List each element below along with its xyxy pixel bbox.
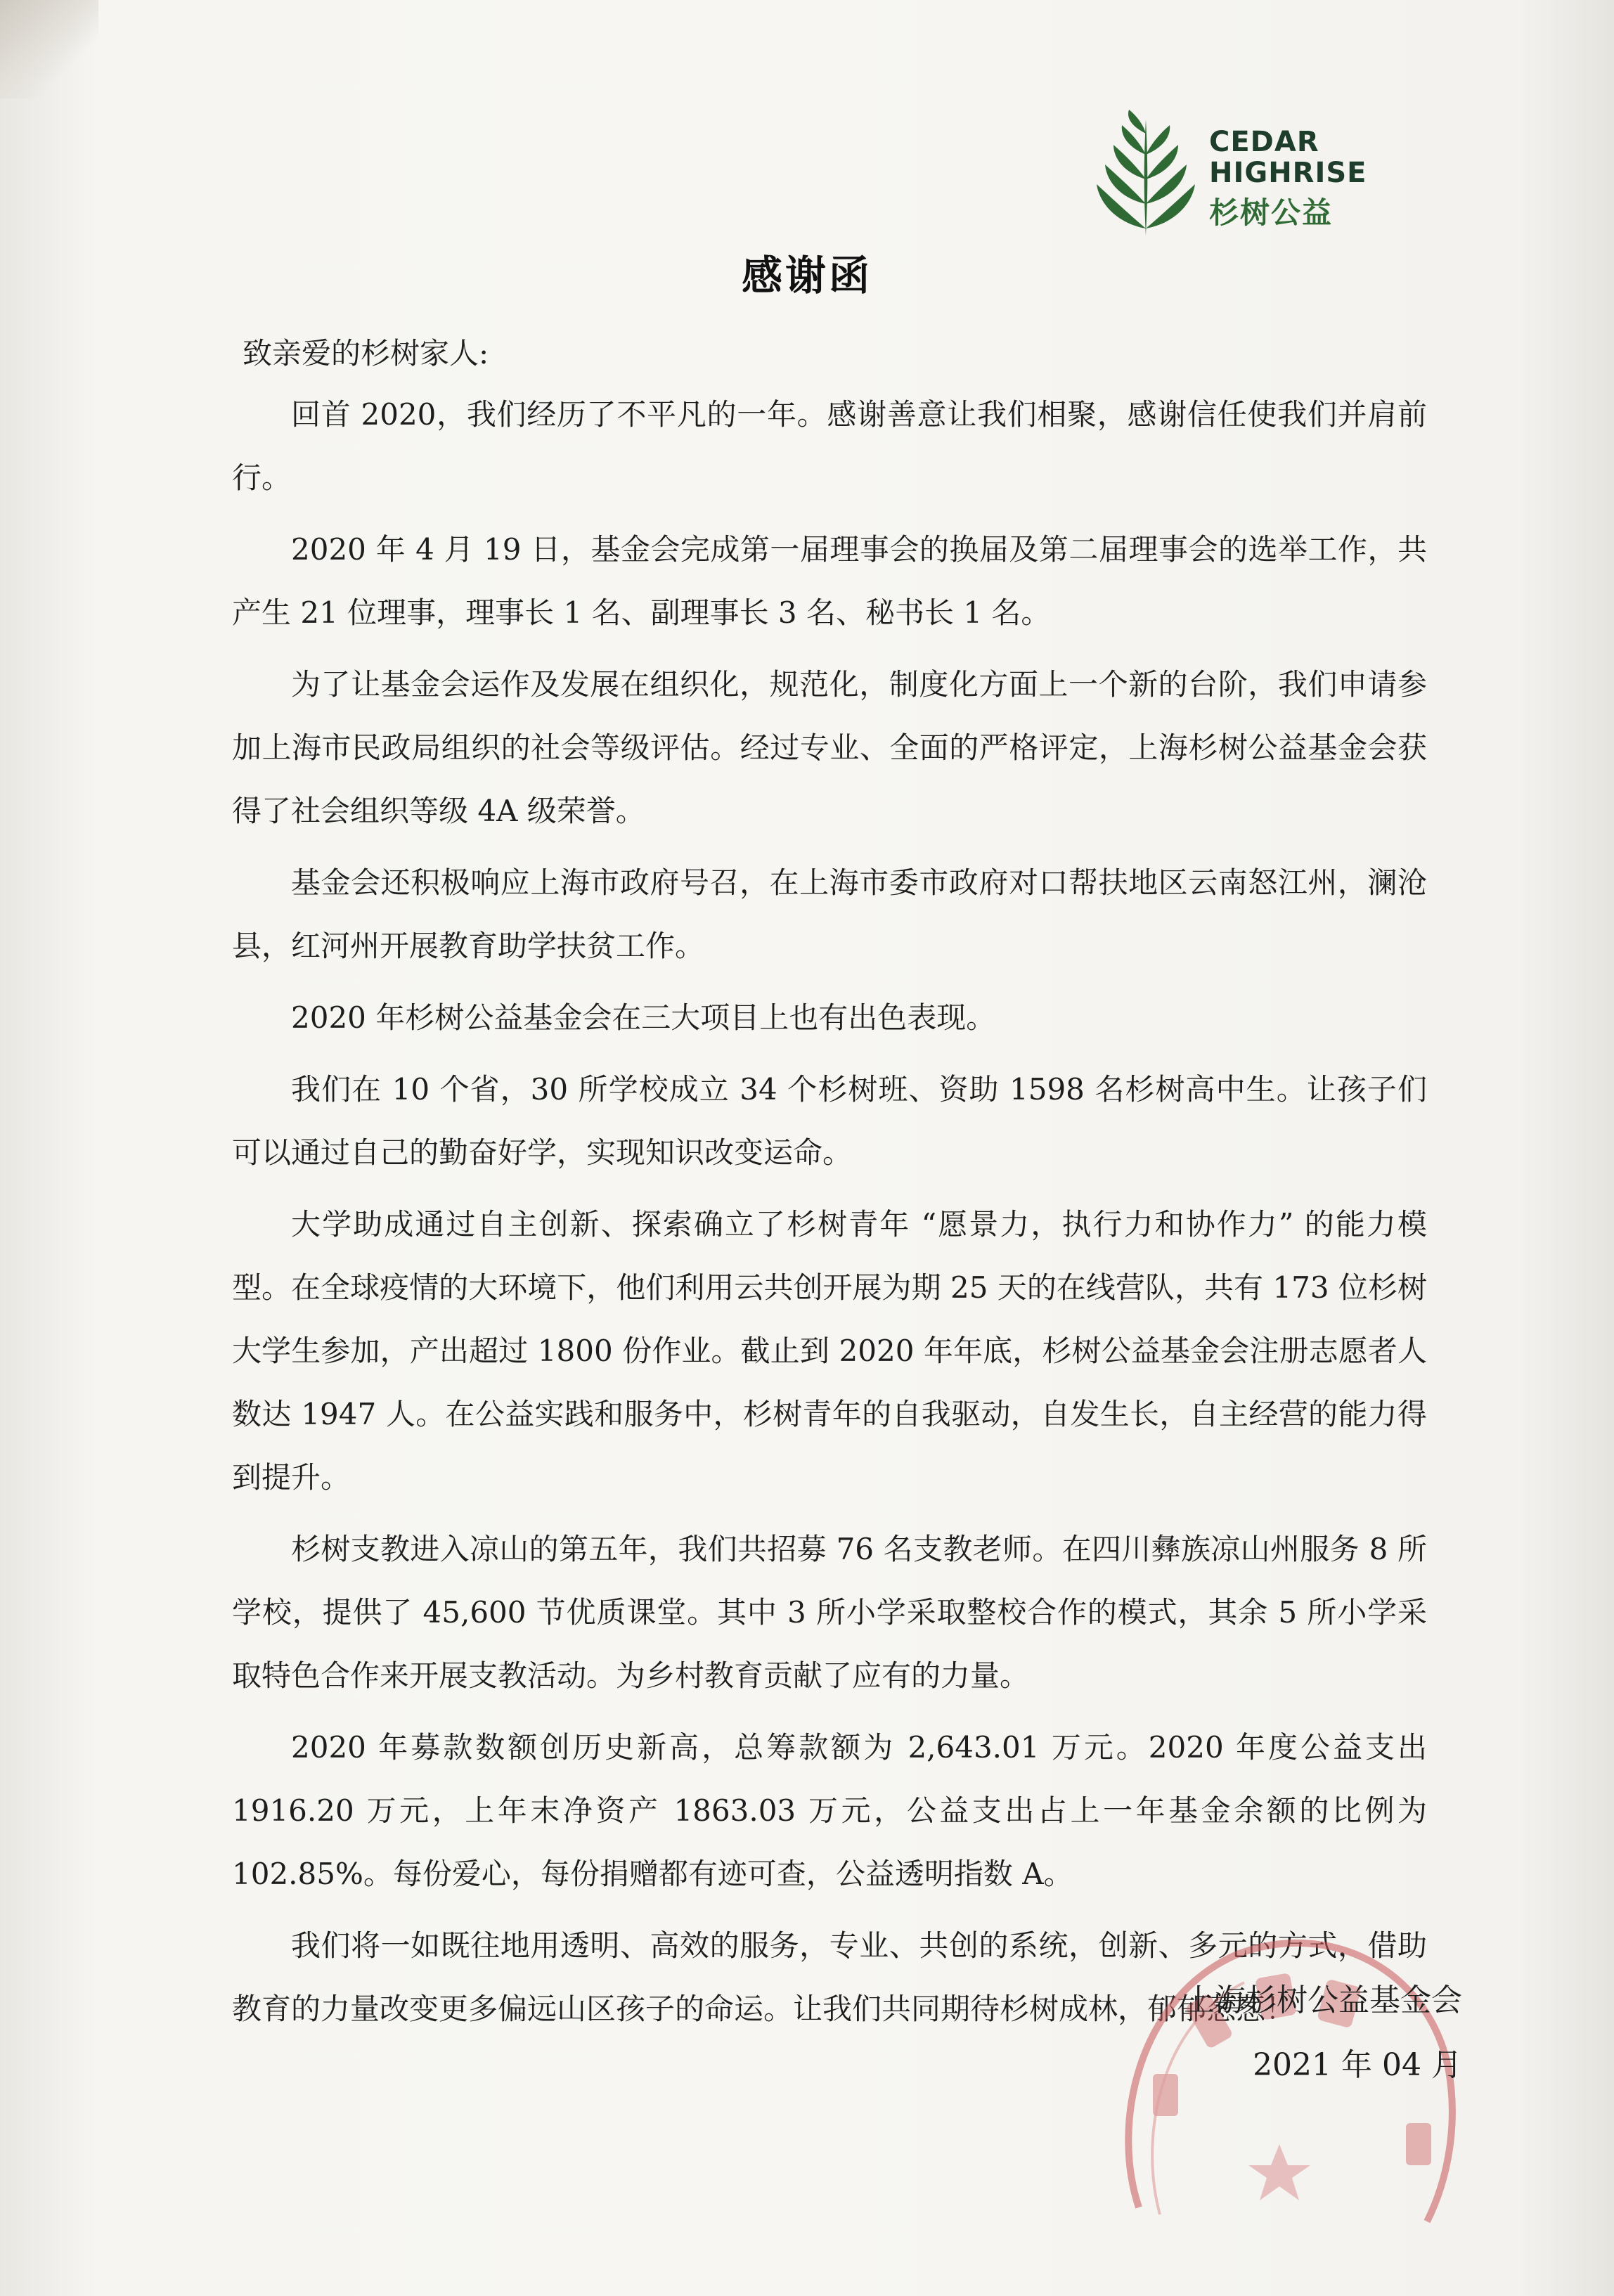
paragraph: 我们将一如既往地用透明、高效的服务，专业、共创的系统，创新、多元的方式，借助教育的力量改变更多偏远山区孩子的命运。让我们共同期待杉树成林，郁郁葱葱！ — [232, 1928, 1427, 2026]
logo-line-2: HIGHRISE — [1209, 157, 1367, 189]
cedar-highrise-logo — [1090, 105, 1399, 239]
paragraph: 大学助成通过自主创新、探索确立了杉树青年 “愿景力，执行力和协作力” 的能力模型。在全球疫情的大环境下，他们利用云共创开展为期 25 天的在线营队，共有 173 位杉树大学生参加，产出超过 1800 份作业。截止到 2020 年年底，杉树公益基金会注册志愿者人数达 1947 人。在公益实践和服务中，杉树青年的自我驱动，自发生长，自主经营的能力得到提升。 — [232, 1207, 1427, 1495]
paragraph: 杉树支教进入凉山的第五年，我们共招募 76 名支教老师。在四川彝族凉山州服务 8 所学校，提供了 45,600 节优质课堂。其中 3 所小学采取整校合作的模式，其余 5 所小学采取特色合作来开展支教活动。为乡村教育贡献了应有的力量。 — [232, 1532, 1427, 1693]
paragraph: 基金会还积极响应上海市政府号召，在上海市委市政府对口帮扶地区云南怒江州，澜沧县，红河州开展教育助学扶贫工作。 — [232, 865, 1427, 963]
letter-body — [232, 383, 1427, 2049]
paragraph: 回首 2020，我们经历了不平凡的一年。感谢善意让我们相聚，感谢信任使我们并肩前行。 — [232, 397, 1427, 495]
paragraph: 2020 年募款数额创历史新高，总筹款额为 2,643.01 万元。2020 年度公益支出 1916.20 万元，上年末净资产 1863.03 万元，公益支出占上一年基金余额的比例为 102.85%。每份爱心，每份捐赠都有迹可查，公益透明指数 A。 — [232, 1730, 1427, 1891]
logo-english-name — [1209, 127, 1367, 188]
paragraph: 为了让基金会运作及发展在组织化，规范化，制度化方面上一个新的台阶，我们申请参加上海市民政局组织的社会等级评估。经过专业、全面的严格评定，上海杉树公益基金会获得了社会组织等级 4A 级荣誉。 — [232, 667, 1427, 828]
cedar-tree-logo-icon — [1090, 105, 1202, 239]
logo-line-1: CEDAR — [1209, 126, 1319, 158]
signature-date: 2021 年 04 月 — [1253, 2047, 1462, 2083]
paragraph: 2020 年 4 月 19 日，基金会完成第一届理事会的换届及第二届理事会的选举工作，共产生 21 位理事，理事长 1 名、副理事长 3 名、秘书长 1 名。 — [232, 532, 1427, 630]
logo-chinese-name: 杉树公益 — [1209, 195, 1334, 230]
signature-organization: 上海杉树公益基金会 — [1184, 1982, 1462, 2018]
folded-corner — [0, 0, 98, 98]
paragraph: 我们在 10 个省，30 所学校成立 34 个杉树班、资助 1598 名杉树高中生。让孩子们可以通过自己的勤奋好学，实现知识改变运命。 — [232, 1072, 1427, 1170]
salutation: 致亲爱的杉树家人: — [243, 336, 489, 370]
signature-block — [1153, 1968, 1462, 2098]
letter-title: 感谢函 — [741, 252, 872, 299]
paragraph: 2020 年杉树公益基金会在三大项目上也有出色表现。 — [291, 1000, 996, 1035]
